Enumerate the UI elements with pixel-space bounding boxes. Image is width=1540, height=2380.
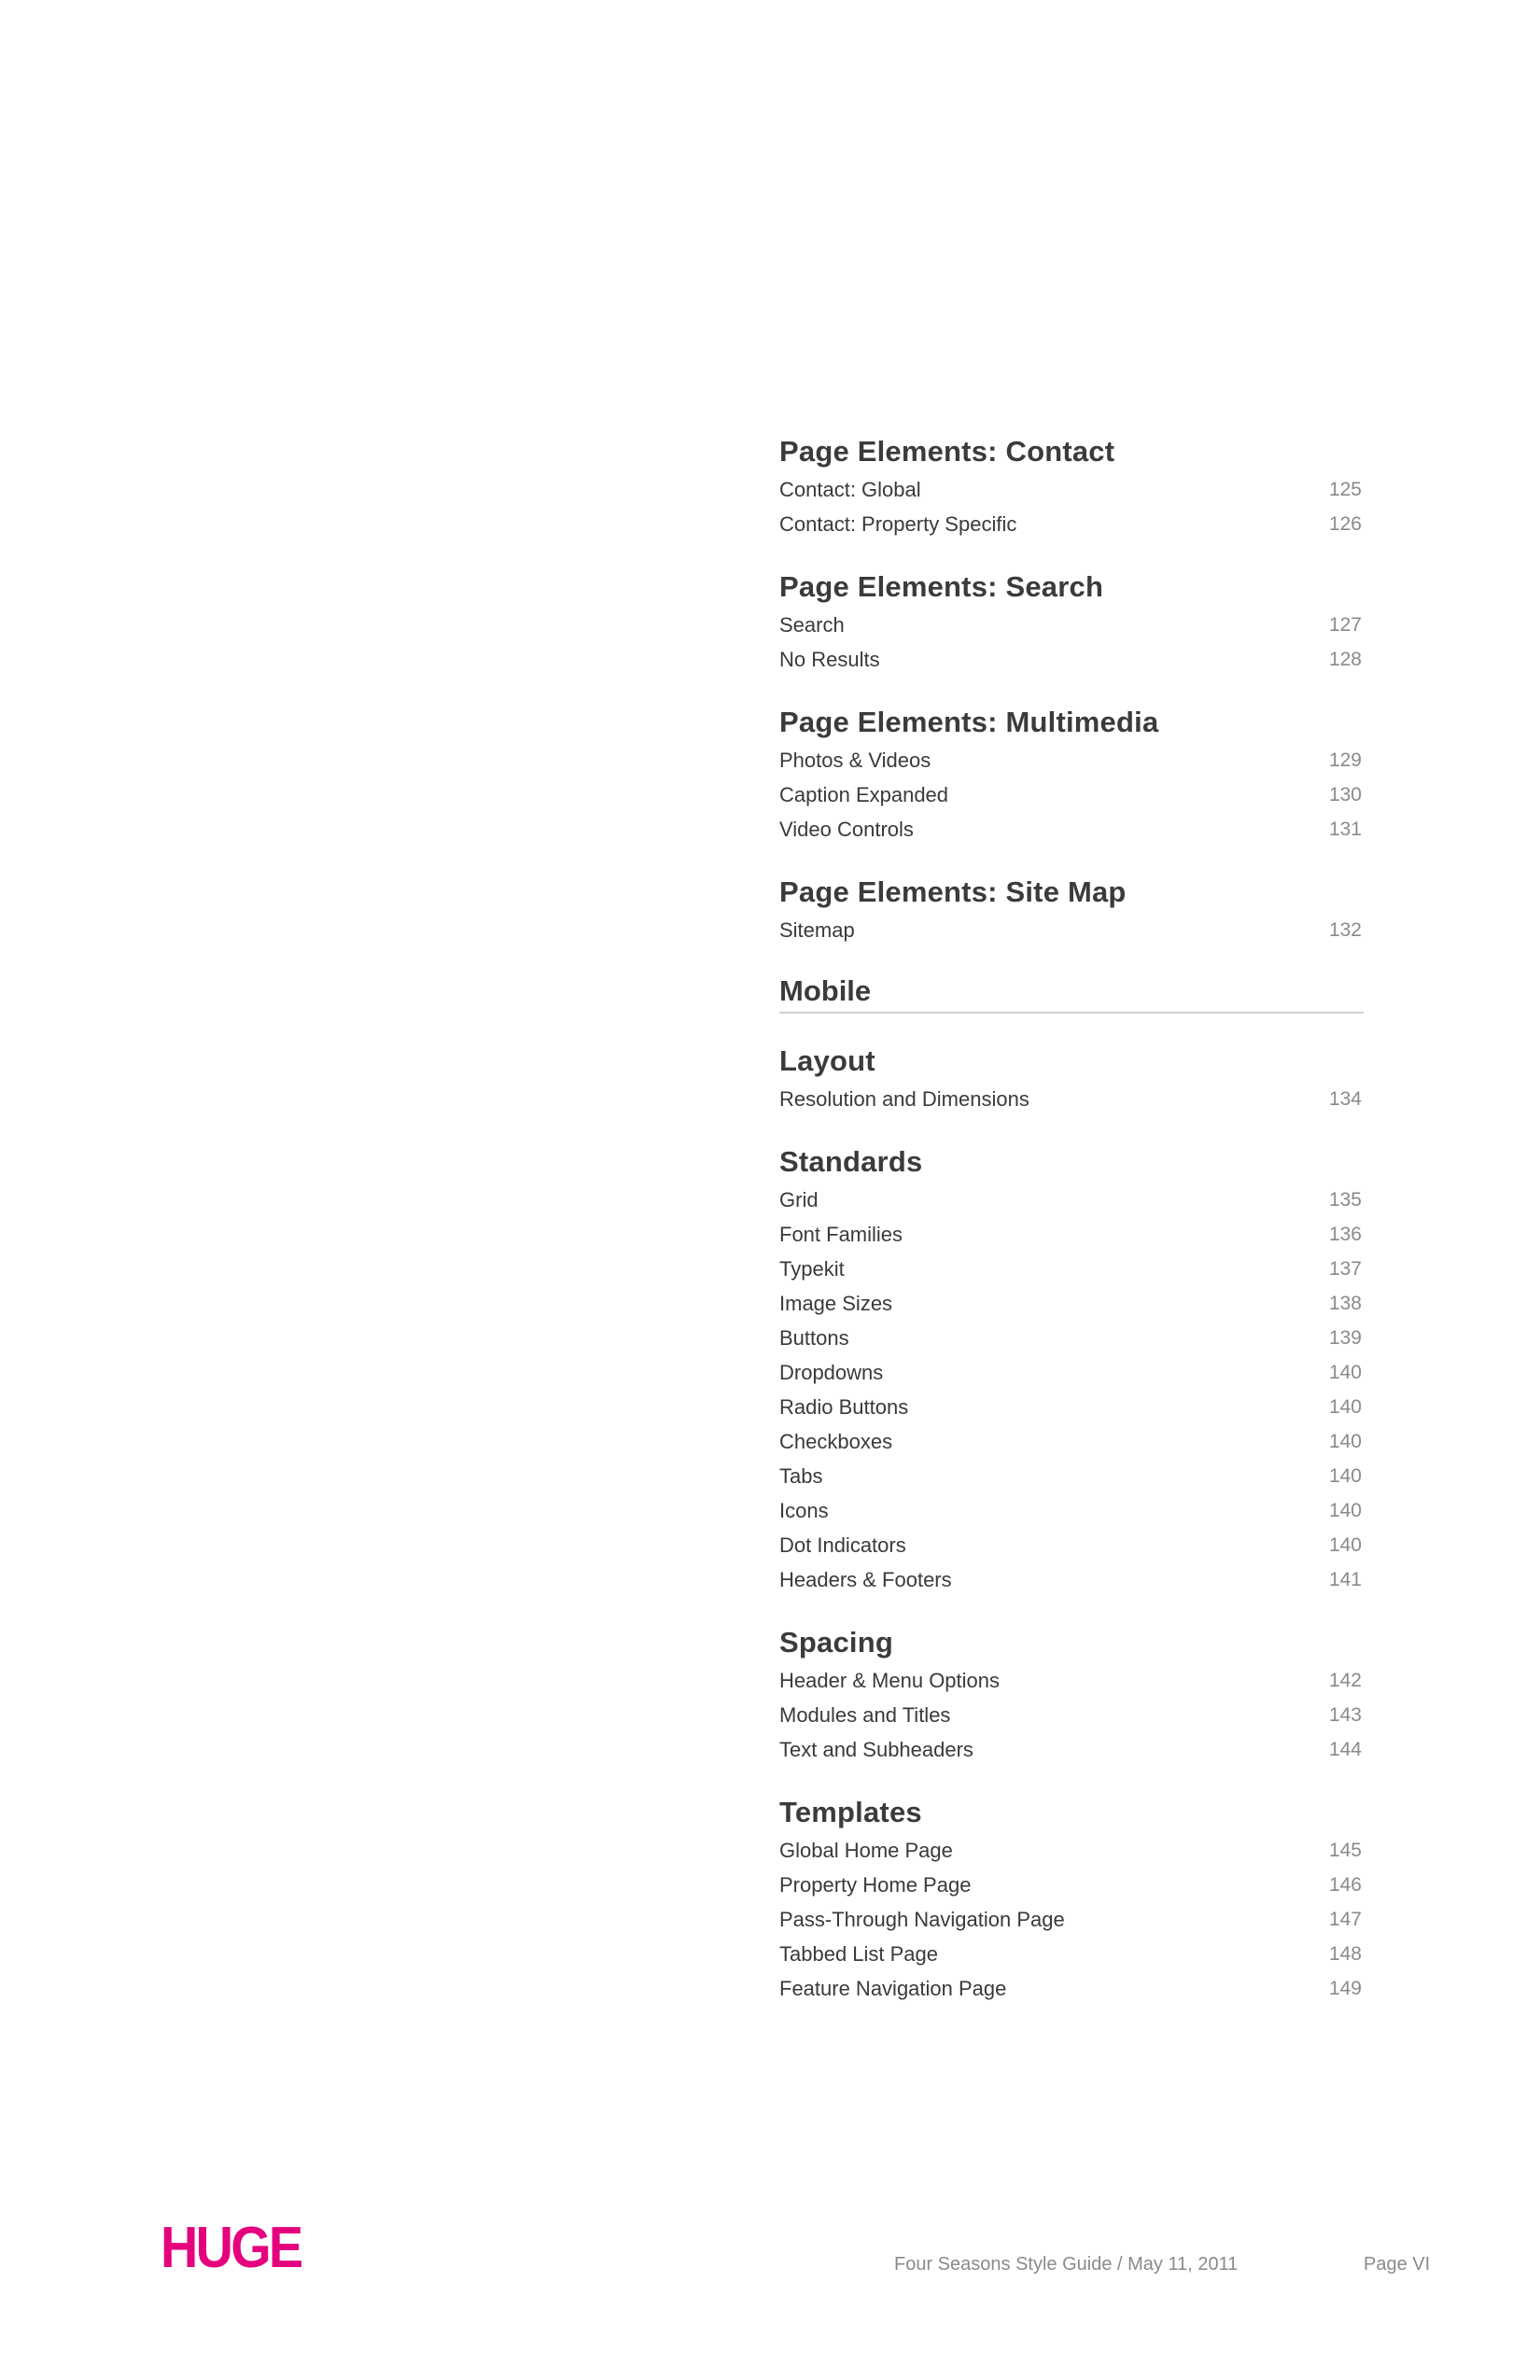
toc-entry[interactable]: [779, 1868, 1364, 1902]
toc-entry-page-number: 132: [1328, 918, 1362, 941]
toc-entry-label: Buttons: [779, 1325, 849, 1350]
toc-section: [779, 1141, 1364, 1597]
toc-entry-page-number: 144: [1328, 1738, 1362, 1760]
section-title: Page Elements: Site Map: [779, 875, 1127, 908]
table-of-contents: [779, 431, 1364, 2031]
toc-entry[interactable]: [779, 1183, 1364, 1217]
toc-entry-page-number: 130: [1328, 783, 1362, 805]
toc-entry[interactable]: [779, 913, 1364, 947]
toc-entry-page-number: 143: [1328, 1703, 1362, 1726]
toc-entry[interactable]: [779, 1252, 1364, 1286]
toc-entry-page-number: 149: [1328, 1977, 1362, 1999]
toc-entry-label: Font Families: [779, 1222, 903, 1246]
toc-entry-label: Photos & Videos: [779, 748, 931, 772]
toc-entry-page-number: 140: [1328, 1361, 1362, 1383]
toc-entry-label: Typekit: [779, 1256, 845, 1281]
toc-entry[interactable]: [779, 1698, 1364, 1732]
toc-entry[interactable]: [779, 1902, 1364, 1937]
toc-entry-label: Grid: [779, 1187, 819, 1211]
toc-chapter-heading: [779, 973, 1364, 1014]
toc-entry[interactable]: [779, 1937, 1364, 1971]
toc-entry[interactable]: [779, 1493, 1364, 1528]
section-title: Page Elements: Search: [779, 570, 1104, 603]
toc-entry-label: No Results: [779, 647, 880, 671]
section-title: Page Elements: Multimedia: [779, 706, 1159, 738]
huge-logo: HUGE: [161, 2216, 301, 2280]
toc-entry[interactable]: [779, 1321, 1364, 1355]
toc-entry-label: Sitemap: [779, 917, 855, 942]
toc-entry-page-number: 147: [1328, 1908, 1362, 1930]
toc-entry-page-number: 140: [1328, 1395, 1362, 1418]
toc-section: [779, 567, 1364, 677]
toc-entry-page-number: 125: [1328, 478, 1362, 500]
toc-entry-label: Search: [779, 612, 845, 637]
toc-entry-label: Contact: Global: [779, 477, 921, 501]
toc-entry[interactable]: [779, 1732, 1364, 1767]
toc-entry-page-number: 140: [1328, 1499, 1362, 1521]
toc-entry-page-number: 134: [1328, 1087, 1362, 1110]
toc-entry-label: Tabs: [779, 1463, 823, 1488]
section-title: Standards: [779, 1145, 923, 1178]
toc-entry-label: Headers & Footers: [779, 1567, 952, 1591]
toc-entry-label: Contact: Property Specific: [779, 511, 1017, 536]
toc-entry-label: Dropdowns: [779, 1360, 884, 1384]
toc-entry-page-number: 145: [1328, 1839, 1362, 1861]
toc-entry-page-number: 136: [1328, 1223, 1362, 1245]
toc-entry-page-number: 140: [1328, 1464, 1362, 1487]
toc-entry-label: Property Home Page: [779, 1872, 972, 1897]
toc-entry[interactable]: [779, 1286, 1364, 1321]
toc-entry-page-number: 140: [1328, 1430, 1362, 1452]
toc-entry[interactable]: [779, 1082, 1364, 1116]
toc-section: [779, 702, 1364, 847]
toc-section: [779, 431, 1364, 541]
toc-entry-label: Tabbed List Page: [779, 1941, 939, 1966]
toc-entry-page-number: 141: [1328, 1568, 1362, 1590]
toc-entry[interactable]: [779, 1459, 1364, 1493]
toc-entry-page-number: 135: [1328, 1188, 1362, 1211]
toc-entry[interactable]: [779, 1355, 1364, 1390]
toc-entry-page-number: 148: [1328, 1942, 1362, 1965]
toc-entry[interactable]: [779, 608, 1364, 642]
footer-document-title: Four Seasons Style Guide / May 11, 2011: [894, 2254, 1239, 2275]
toc-entry-label: Icons: [779, 1498, 829, 1522]
toc-entry[interactable]: [779, 472, 1364, 507]
toc-entry-label: Text and Subheaders: [779, 1737, 973, 1761]
toc-entry[interactable]: [779, 1528, 1364, 1562]
toc-entry-label: Radio Buttons: [779, 1394, 909, 1419]
section-title: Templates: [779, 1796, 922, 1828]
toc-entry-page-number: 137: [1328, 1257, 1362, 1280]
toc-section: [779, 1622, 1364, 1767]
toc-entry-label: Video Controls: [779, 817, 914, 841]
toc-entry[interactable]: [779, 1390, 1364, 1424]
chapter-title: Mobile: [779, 974, 872, 1007]
toc-entry[interactable]: [779, 1424, 1364, 1459]
toc-entry[interactable]: [779, 812, 1364, 847]
toc-section: [779, 872, 1364, 947]
toc-entry-label: Pass-Through Navigation Page: [779, 1907, 1065, 1931]
footer-page-number: Page VI: [1364, 2254, 1431, 2275]
toc-entry-label: Header & Menu Options: [779, 1668, 1001, 1692]
toc-entry-label: Resolution and Dimensions: [779, 1086, 1029, 1111]
toc-entry-page-number: 128: [1328, 648, 1362, 670]
toc-entry-page-number: 142: [1328, 1669, 1362, 1691]
toc-entry[interactable]: [779, 743, 1364, 777]
toc-entry[interactable]: [779, 1833, 1364, 1868]
toc-entry-page-number: 127: [1328, 613, 1362, 636]
section-title: Layout: [779, 1044, 875, 1077]
toc-entry-label: Dot Indicators: [779, 1533, 906, 1557]
toc-entry[interactable]: [779, 1217, 1364, 1252]
toc-section: [779, 1792, 1364, 2006]
toc-entry-page-number: 146: [1328, 1873, 1362, 1896]
toc-entry[interactable]: [779, 507, 1364, 541]
toc-entry[interactable]: [779, 1663, 1364, 1698]
section-title: Spacing: [779, 1626, 893, 1659]
toc-entry-page-number: 138: [1328, 1292, 1362, 1314]
toc-entry-label: Checkboxes: [779, 1429, 893, 1453]
toc-entry-page-number: 139: [1328, 1326, 1362, 1349]
toc-entry-label: Feature Navigation Page: [779, 1976, 1007, 2000]
toc-entry-page-number: 129: [1328, 749, 1362, 771]
toc-entry-label: Global Home Page: [779, 1838, 953, 1862]
toc-entry[interactable]: [779, 777, 1364, 812]
toc-entry-page-number: 126: [1328, 512, 1362, 535]
toc-entry-page-number: 140: [1328, 1533, 1362, 1556]
toc-entry[interactable]: [779, 1562, 1364, 1597]
toc-entry-label: Caption Expanded: [779, 782, 949, 806]
toc-entry-label: Modules and Titles: [779, 1702, 951, 1727]
section-title: Page Elements: Contact: [779, 435, 1115, 468]
toc-entry[interactable]: [779, 1971, 1364, 2006]
toc-section: [779, 1041, 1364, 1116]
toc-entry-label: Image Sizes: [779, 1291, 893, 1315]
toc-entry[interactable]: [779, 642, 1364, 677]
toc-entry-page-number: 131: [1328, 818, 1362, 840]
